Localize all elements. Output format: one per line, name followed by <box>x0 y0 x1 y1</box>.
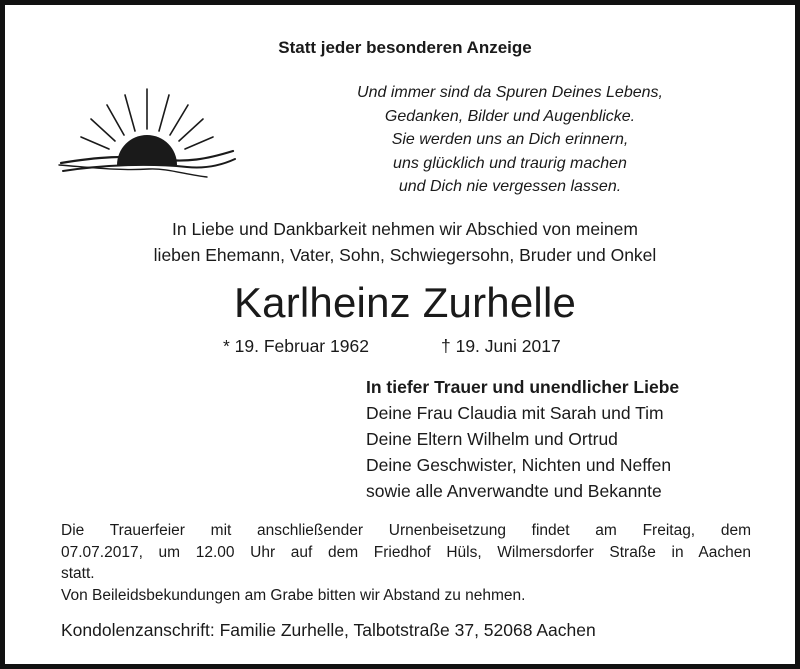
mourner-line: Deine Frau Claudia mit Sarah und Tim <box>366 403 664 423</box>
intro-line: lieben Ehemann, Vater, Sohn, Schwiegersohn, Bruder und Onkel <box>153 245 657 265</box>
service-line: Von Beileidsbekundungen am Grabe bitten wir Abstand zu nehmen. <box>61 586 526 604</box>
mourners-lead: In tiefer Trauer und unendlicher Liebe <box>366 377 680 397</box>
birth-date: * 19. Februar 1962 <box>223 336 369 356</box>
intro-line: In Liebe und Dankbarkeit nehmen wir Abschied von meinem <box>172 219 638 239</box>
farewell-intro <box>5 216 800 268</box>
service-line: statt. <box>61 565 95 582</box>
poem-line: Sie werden uns an Dich erinnern, <box>391 131 629 148</box>
notice-heading: Statt jeder besonderen Anzeige <box>278 38 532 57</box>
death-date: † 19. Juni 2017 <box>441 336 561 356</box>
poem-line: Und immer sind da Spuren Deines Lebens, <box>357 84 663 101</box>
poem-line: und Dich nie vergessen lassen. <box>398 178 622 195</box>
deceased-name: Karlheinz Zurhelle <box>233 279 577 326</box>
service-line: 07.07.2017, um 12.00 Uhr auf dem Friedhof Hüls, Wilmersdorfer Straße in Aachen <box>61 543 751 561</box>
mourner-line: Deine Geschwister, Nichten und Neffen <box>366 455 672 475</box>
service-details <box>61 520 751 606</box>
mourners-list <box>366 374 679 504</box>
mourner-line: sowie alle Anverwandte und Bekannte <box>366 481 662 501</box>
service-line: Die Trauerfeier mit anschließender Urnenbeisetzung findet am Freitag, dem <box>61 522 751 539</box>
condolence-address: Kondolenzanschrift: Familie Zurhelle, Talbotstraße 37, 52068 Aachen <box>61 620 596 640</box>
rising-sun-icon <box>57 85 237 185</box>
poem-line: uns glücklich und traurig machen <box>393 154 627 172</box>
mourner-line: Deine Eltern Wilhelm und Ortrud <box>366 429 618 449</box>
memorial-poem <box>340 81 680 199</box>
poem-line: Gedanken, Bilder und Augenblicke. <box>384 107 636 125</box>
